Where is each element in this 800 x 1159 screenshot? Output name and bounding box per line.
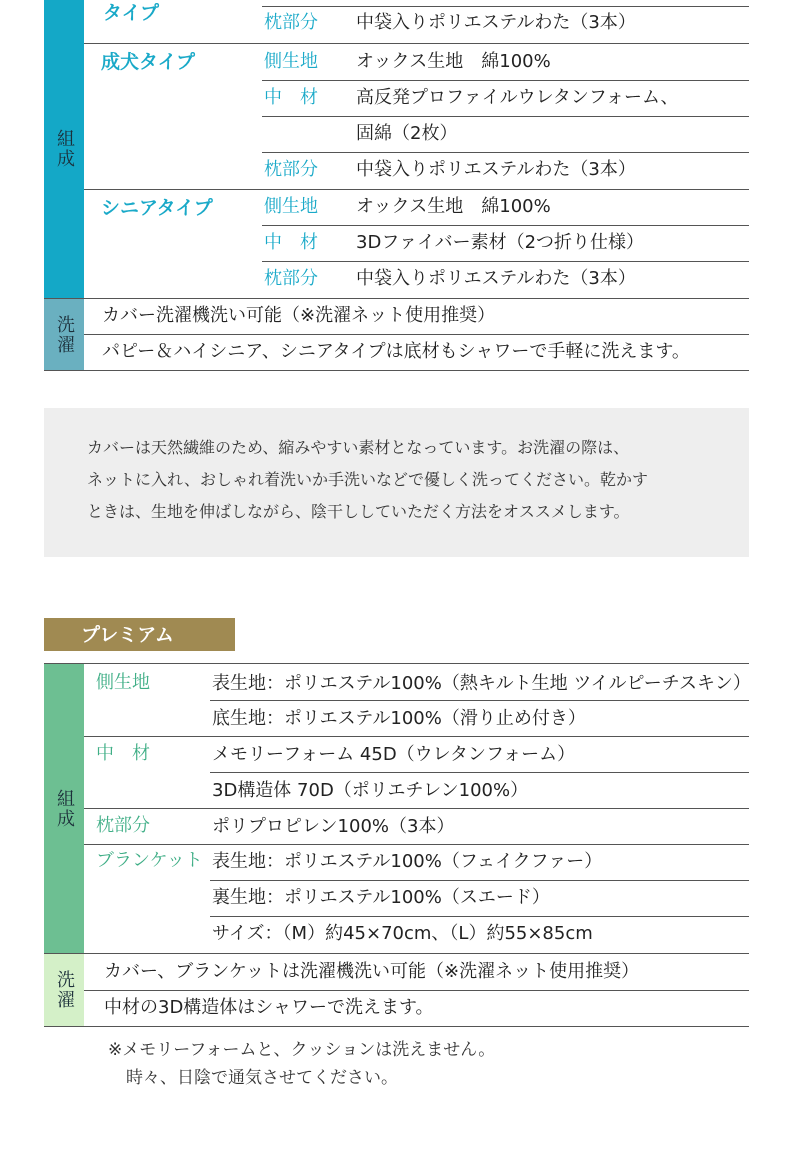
premium-footnote: 時々、日陰で通気させてください。 (126, 1068, 398, 1088)
care-note-line: ときは、生地を伸ばしながら、陰干ししていただく方法をオススメします。 (87, 502, 630, 521)
care-note-line: ネットに入れ、おしゃれ着洗いか手洗いなどで優しく洗ってください。乾かす (87, 470, 648, 489)
row-label: 枕部分 (264, 159, 318, 180)
row-divider (210, 700, 749, 701)
row-divider (262, 116, 749, 117)
row-label: 中 材 (264, 87, 318, 108)
premium-row-value: 底生地：ポリエステル100%（滑り止め付き） (212, 708, 586, 729)
premium-row-label: 側生地 (96, 672, 150, 693)
premium-row-label: ブランケット (96, 850, 203, 871)
type-label-senior: シニアタイプ (101, 197, 213, 219)
row-divider (84, 334, 749, 335)
premium-row-value: サイズ：（M）約45×70cm、（L）約55×85cm (212, 923, 593, 944)
care-note-box (44, 408, 749, 557)
type-label-adult: 成犬タイプ (101, 51, 196, 73)
wash-side-label: 洗濯 (54, 314, 75, 355)
row-value: オックス生地 綿100% (356, 51, 551, 72)
row-divider (84, 43, 749, 44)
row-divider (262, 80, 749, 81)
premium-footnote: ※メモリーフォームと、クッションは洗えません。 (108, 1040, 496, 1060)
row-value: 中袋入りポリエステルわた（3本） (356, 268, 636, 289)
row-divider (84, 736, 749, 737)
wash-line: カバー洗濯機洗い可能（※洗濯ネット使用推奨） (102, 305, 496, 326)
row-label: 側生地 (264, 51, 318, 72)
row-value: 高反発プロファイルウレタンフォーム、 (356, 87, 679, 108)
premium-composition-side-label: 組成 (54, 789, 75, 829)
premium-row-value: メモリーフォーム 45D（ウレタンフォーム） (212, 744, 576, 765)
composition-side-bar (44, 0, 84, 298)
row-label: 枕部分 (264, 268, 318, 289)
row-label: 枕部分 (264, 12, 318, 33)
section-divider (44, 298, 749, 299)
premium-row-value: ポリプロピレン100%（3本） (212, 816, 455, 837)
row-divider (44, 370, 749, 371)
row-value: 中袋入りポリエステルわた（3本） (356, 159, 636, 180)
section-divider (44, 663, 749, 664)
premium-wash-line: 中材の3D構造体はシャワーで洗えます。 (104, 997, 434, 1018)
row-value: 3Dファイバー素材（2つ折り仕様） (356, 232, 645, 253)
row-divider (84, 808, 749, 809)
premium-row-label: 中 材 (96, 743, 150, 764)
row-divider (84, 844, 749, 845)
premium-wash-side-bar (44, 954, 84, 1026)
row-divider (210, 880, 749, 881)
section-divider (44, 953, 749, 954)
row-divider (84, 990, 749, 991)
premium-row-value: 表生地：ポリエステル100%（フェイクファー） (212, 851, 603, 872)
wash-side-bar (44, 299, 84, 370)
row-value: 固綿（2枚） (356, 123, 458, 144)
composition-side-label: 組成 (54, 129, 75, 169)
premium-wash-side-label: 洗濯 (54, 970, 75, 1010)
premium-row-label: 枕部分 (96, 815, 150, 836)
premium-row-value: 3D構造体 70D（ポリエチレン100%） (212, 780, 529, 801)
premium-title-bar (44, 618, 235, 651)
premium-wash-line: カバー、ブランケットは洗濯機洗い可能（※洗濯ネット使用推奨） (104, 961, 640, 982)
wash-line: パピー＆ハイシニア、シニアタイプは底材もシャワーで手軽に洗えます。 (102, 341, 690, 362)
row-label: 中 材 (264, 232, 318, 253)
premium-row-value: 表生地：ポリエステル100%（熱キルト生地 ツイルピーチスキン） (212, 673, 751, 694)
premium-composition-side-bar (44, 664, 84, 954)
row-divider (210, 916, 749, 917)
row-divider (262, 6, 749, 7)
premium-row-value: 裏生地：ポリエステル100%（スエード） (212, 887, 550, 908)
row-divider (262, 152, 749, 153)
care-note-line: カバーは天然繊維のため、縮みやすい素材となっています。お洗濯の際は、 (87, 438, 630, 457)
row-divider (262, 261, 749, 262)
row-divider (44, 1026, 749, 1027)
row-divider (84, 189, 749, 190)
row-divider (210, 772, 749, 773)
row-value: オックス生地 綿100% (356, 196, 551, 217)
premium-title: プレミアム (81, 624, 174, 646)
row-divider (262, 225, 749, 226)
row-label: 側生地 (264, 196, 318, 217)
row-value: 中袋入りポリエステルわた（3本） (356, 12, 636, 33)
type-label-top: タイプ (103, 2, 160, 24)
